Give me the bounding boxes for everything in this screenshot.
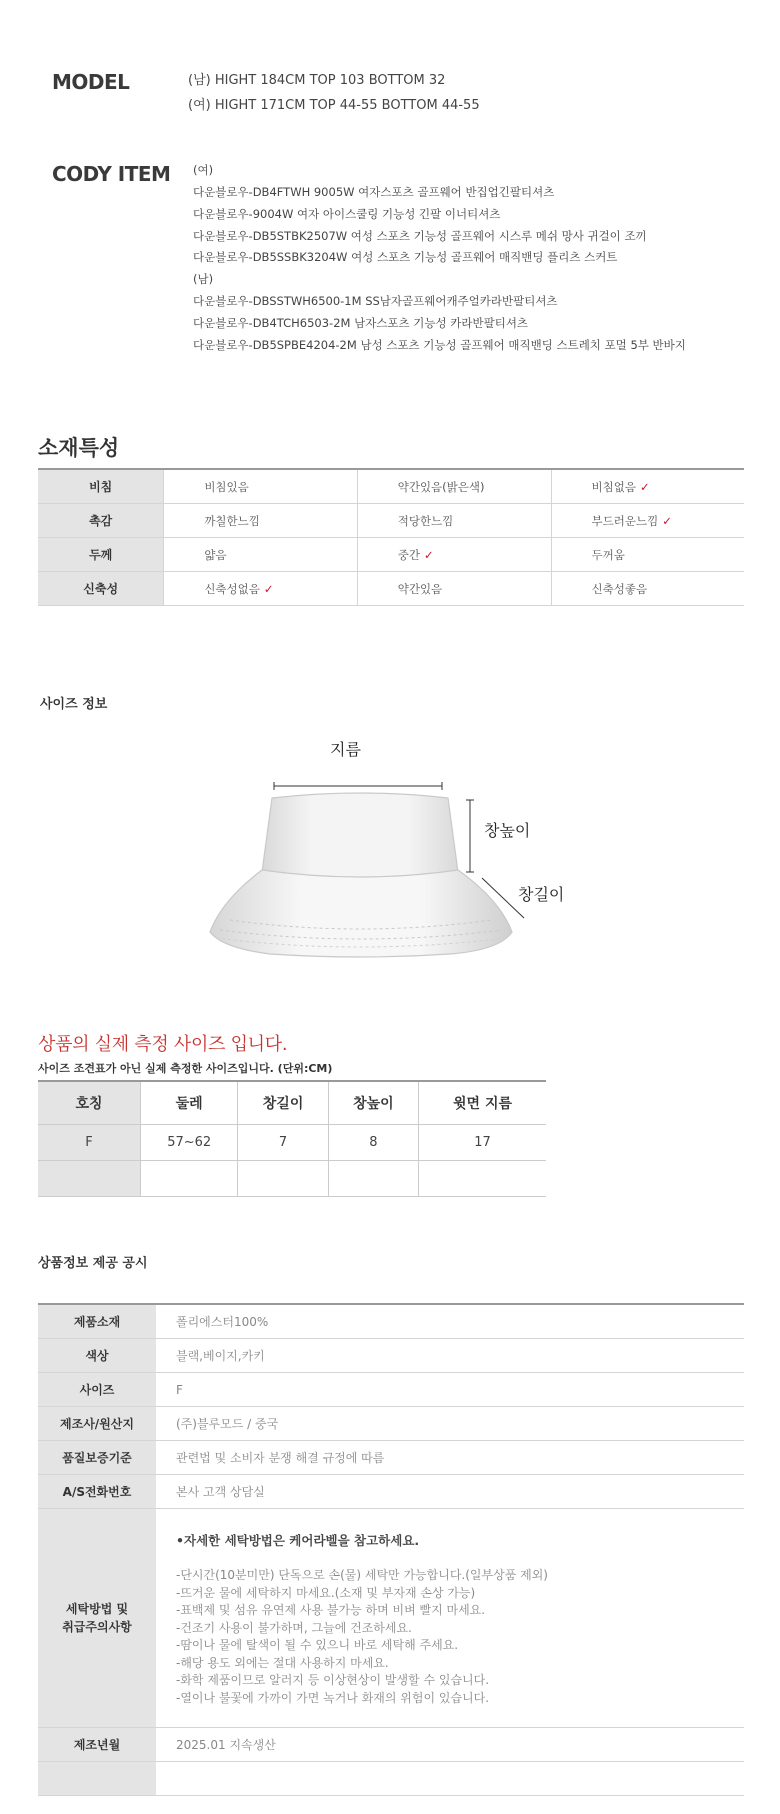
product-info-table — [38, 1303, 744, 1796]
material-option-label: 부드러운느낌 — [591, 513, 659, 528]
material-title: 소재특성 — [38, 436, 120, 460]
size-header: 둘레 — [141, 1081, 238, 1125]
diameter-label: 지름 — [330, 740, 361, 759]
check-icon: ✓ — [662, 513, 672, 528]
material-table — [38, 468, 744, 606]
info-value: 폴리에스터100% — [156, 1304, 744, 1339]
care-label-line: 세탁방법 및 — [65, 1602, 129, 1616]
care-line: -단시간(10분미만) 단독으로 손(물) 세탁만 가능합니다.(일부상품 제외) — [176, 1568, 548, 1582]
size-table — [38, 1080, 546, 1197]
crown-height-label: 창높이 — [484, 821, 531, 840]
info-value: 관련법 및 소비자 분쟁 해결 규정에 따름 — [156, 1441, 744, 1475]
material-row-label: 두께 — [38, 538, 164, 572]
size-header: 윗면 지름 — [419, 1081, 546, 1125]
cody-line: 다운블로우-DB5SSBK3204W 여성 스포츠 기능성 골프웨어 매직밴딩 플리츠 스커트 — [193, 250, 618, 264]
cody-item-label: CODY ITEM — [52, 162, 171, 186]
size-cell: 57~62 — [141, 1125, 238, 1161]
cody-line: (남) — [193, 272, 214, 286]
check-icon: ✓ — [639, 479, 650, 494]
material-row — [38, 469, 744, 504]
material-row — [38, 538, 744, 572]
material-option — [164, 504, 357, 538]
material-option-label: 신축성없음 — [204, 581, 260, 596]
care-line: -뜨거운 물에 세탁하지 마세요.(소재 및 부자재 손상 가능) — [176, 1585, 476, 1600]
material-row-label: 촉감 — [38, 504, 164, 538]
material-option — [357, 572, 551, 606]
size-cell: 7 — [238, 1125, 328, 1161]
cody-line: 다운블로우-DB5STBK2507W 여성 스포츠 기능성 골프웨어 시스루 메쉬 망사 귀걸이 조끼 — [193, 229, 647, 243]
check-icon: ✓ — [423, 547, 434, 562]
material-option — [164, 469, 357, 504]
cody-line: 다운블로우-9004W 여자 아이스쿨링 기능성 긴팔 이너티셔츠 — [193, 207, 501, 221]
info-label: A/S전화번호 — [38, 1475, 156, 1509]
material-option-label: 얇음 — [204, 547, 227, 562]
material-row-label: 비침 — [38, 469, 164, 504]
care-label — [38, 1509, 156, 1728]
model-line-male: (남) HIGHT 184CM TOP 103 BOTTOM 32 — [188, 73, 446, 88]
actual-size-subtitle: 사이즈 조견표가 아닌 실제 측정한 사이즈입니다. (단위:CM) — [38, 1062, 333, 1075]
check-icon: ✓ — [263, 581, 274, 596]
size-header: 창길이 — [238, 1081, 328, 1125]
material-option — [164, 538, 357, 572]
info-label: 제조사/원산지 — [38, 1407, 156, 1441]
material-option-label: 비침없음 — [591, 479, 636, 494]
cody-line: 다운블로우-DBSSTWH6500-1M SS남자골프웨어캐주얼카라반팔티셔츠 — [193, 294, 558, 308]
care-line: -땀이나 물에 탈색이 될 수 있으니 바로 세탁해 주세요. — [176, 1638, 459, 1652]
material-option — [551, 504, 744, 538]
size-cell-empty — [141, 1161, 238, 1197]
material-option-label: 두꺼움 — [591, 547, 625, 562]
info-label: 사이즈 — [38, 1373, 156, 1407]
cody-line: 다운블로우-DB4FTWH 9005W 여자스포츠 골프웨어 반집업긴팔티셔츠 — [193, 185, 555, 199]
cody-line: (여) — [193, 163, 214, 177]
model-line-female: (여) HIGHT 171CM TOP 44-55 BOTTOM 44-55 — [188, 98, 480, 113]
material-option-label: 약간있음(밝은색) — [397, 479, 485, 494]
info-label: 제조년월 — [38, 1728, 156, 1762]
size-header: 호칭 — [38, 1081, 141, 1125]
care-line: -표백제 및 섬유 유연제 사용 불가능 하며 비벼 빨지 마세요. — [176, 1603, 486, 1617]
info-value: 블랙,베이지,카키 — [156, 1339, 744, 1373]
material-option — [551, 572, 744, 606]
size-header: 창높이 — [328, 1081, 418, 1125]
cody-line: 다운블로우-DB4TCH6503-2M 남자스포츠 기능성 카라반팔티셔츠 — [193, 316, 529, 330]
info-value: (주)블루모드 / 중국 — [156, 1407, 744, 1441]
size-cell: F — [38, 1125, 141, 1161]
material-row — [38, 572, 744, 606]
info-label: 제품소재 — [38, 1304, 156, 1339]
material-option — [164, 572, 357, 606]
care-label-line: 취급주의사항 — [62, 1620, 132, 1634]
size-cell-empty — [238, 1161, 328, 1197]
material-option — [357, 469, 551, 504]
material-option — [551, 538, 744, 572]
size-cell: 17 — [419, 1125, 546, 1161]
care-line: -해당 용도 외에는 절대 사용하지 마세요. — [176, 1655, 389, 1670]
material-row-label: 신축성 — [38, 572, 164, 606]
product-info-title: 상품정보 제공 공시 — [38, 1256, 148, 1271]
care-line: -건조기 사용이 불가하며, 그늘에 건조하세요. — [176, 1620, 412, 1635]
size-cell-empty — [328, 1161, 418, 1197]
material-row — [38, 504, 744, 538]
material-option-label: 신축성좋음 — [591, 581, 648, 596]
actual-size-title: 상품의 실제 측정 사이즈 입니다. — [38, 1034, 288, 1055]
material-option — [357, 504, 551, 538]
care-line: -열이나 불꽃에 가까이 가면 녹거나 화재의 위험이 있습니다. — [176, 1690, 490, 1705]
info-value: F — [156, 1373, 744, 1407]
info-label: 색상 — [38, 1339, 156, 1373]
size-cell-empty — [38, 1161, 141, 1197]
material-option — [357, 538, 551, 572]
material-option-label: 적당한느낌 — [397, 513, 454, 528]
material-option-label: 비침있음 — [204, 479, 249, 494]
size-cell: 8 — [328, 1125, 418, 1161]
size-info-title: 사이즈 정보 — [40, 697, 108, 712]
care-heading: •자세한 세탁방법은 케어라벨을 참고하세요. — [176, 1533, 420, 1548]
model-label: MODEL — [52, 70, 130, 94]
brim-length-label: 창길이 — [518, 885, 565, 904]
material-option — [551, 469, 744, 504]
material-option-label: 까칠한느낌 — [204, 513, 260, 528]
material-option-label: 약간있음 — [397, 581, 443, 596]
info-value-empty — [156, 1762, 744, 1796]
care-line: -화학 제품이므로 알러지 등 이상현상이 발생할 수 있습니다. — [176, 1673, 490, 1687]
info-value: 본사 고객 상담실 — [156, 1475, 744, 1509]
info-label-empty — [38, 1762, 156, 1796]
info-label: 품질보증기준 — [38, 1441, 156, 1475]
info-value: 2025.01 지속생산 — [156, 1728, 744, 1762]
bucket-hat-diagram — [200, 760, 530, 970]
care-content — [156, 1509, 744, 1728]
cody-line: 다운블로우-DB5SPBE4204-2M 남성 스포츠 기능성 골프웨어 매직밴딩 스트레치 포멀 5부 반바지 — [193, 338, 686, 352]
material-option-label: 중간 — [397, 547, 420, 562]
size-cell-empty — [419, 1161, 546, 1197]
